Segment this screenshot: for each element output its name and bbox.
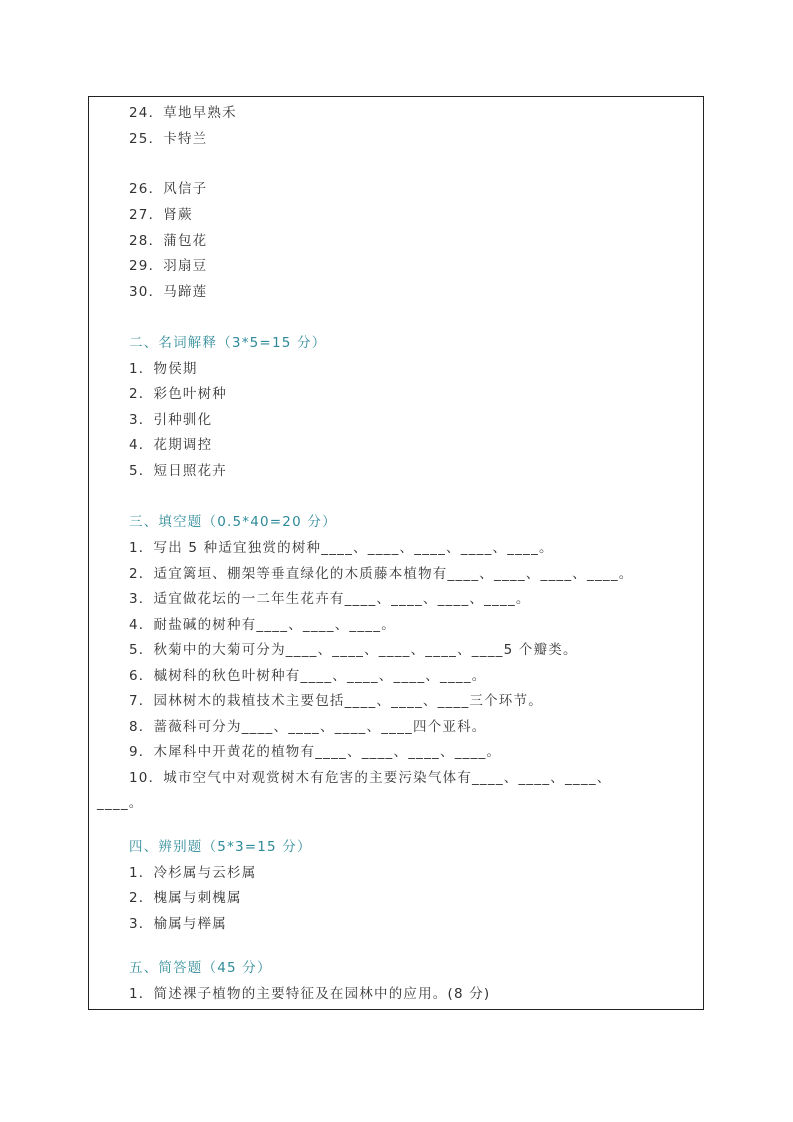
list-item: 26．风信子 [129,181,208,197]
list-item: 25．卡特兰 [129,131,208,147]
list-item: 1．冷杉属与云杉属 [129,865,257,881]
list-item: 28．蒲包花 [129,233,208,249]
list-item: 6．槭树科的秋色叶树种有____、____、____、____。 [129,668,487,684]
list-item: 7．园林树木的栽植技术主要包括____、____、____三个环节。 [129,693,543,709]
list-item: 3．引种驯化 [129,412,213,428]
list-item: 1．写出 5 种适宜独赏的树种____、____、____、____、____。 [129,540,554,556]
list-item: 4．花期调控 [129,437,213,453]
list-item: 5．秋菊中的大菊可分为____、____、____、____、____5 个瓣类。 [129,642,578,658]
list-item: 2．彩色叶树种 [129,386,227,402]
section-heading-terms: 二、名词解释（3*5=15 分） [129,335,327,351]
document-frame [88,96,704,1010]
section-heading-short-answer: 五、简答题（45 分） [129,960,272,976]
list-item: 3．适宜做花坛的一二年生花卉有____、____、____、____。 [129,591,531,607]
list-item: 9．木犀科中开黄花的植物有____、____、____、____。 [129,744,502,760]
list-item: 3．榆属与榉属 [129,916,227,932]
list-item: 30．马蹄莲 [129,284,208,300]
list-item: 10．城市空气中对观赏树木有危害的主要污染气体有____、____、____、 [129,770,612,786]
list-item: 1．简述裸子植物的主要特征及在园林中的应用。(8 分) [129,986,491,1002]
list-item: 29．羽扇豆 [129,258,208,274]
list-item-continuation: ____。 [97,795,144,811]
list-item: 1．物侯期 [129,361,198,377]
list-item: 2．槐属与刺槐属 [129,890,242,906]
list-item: 27．肾蕨 [129,207,193,223]
section-heading-distinguish: 四、辨别题（5*3=15 分） [129,839,312,855]
list-item: 2．适宜篱垣、棚架等垂直绿化的木质藤本植物有____、____、____、____。 [129,566,634,582]
section-heading-fill-blank: 三、填空题（0.5*40=20 分） [129,514,337,530]
list-item: 4．耐盐碱的树种有____、____、____。 [129,617,396,633]
list-item: 5．短日照花卉 [129,463,227,479]
list-item: 8．蔷薇科可分为____、____、____、____四个亚科。 [129,719,487,735]
list-item: 24．草地早熟禾 [129,105,237,121]
